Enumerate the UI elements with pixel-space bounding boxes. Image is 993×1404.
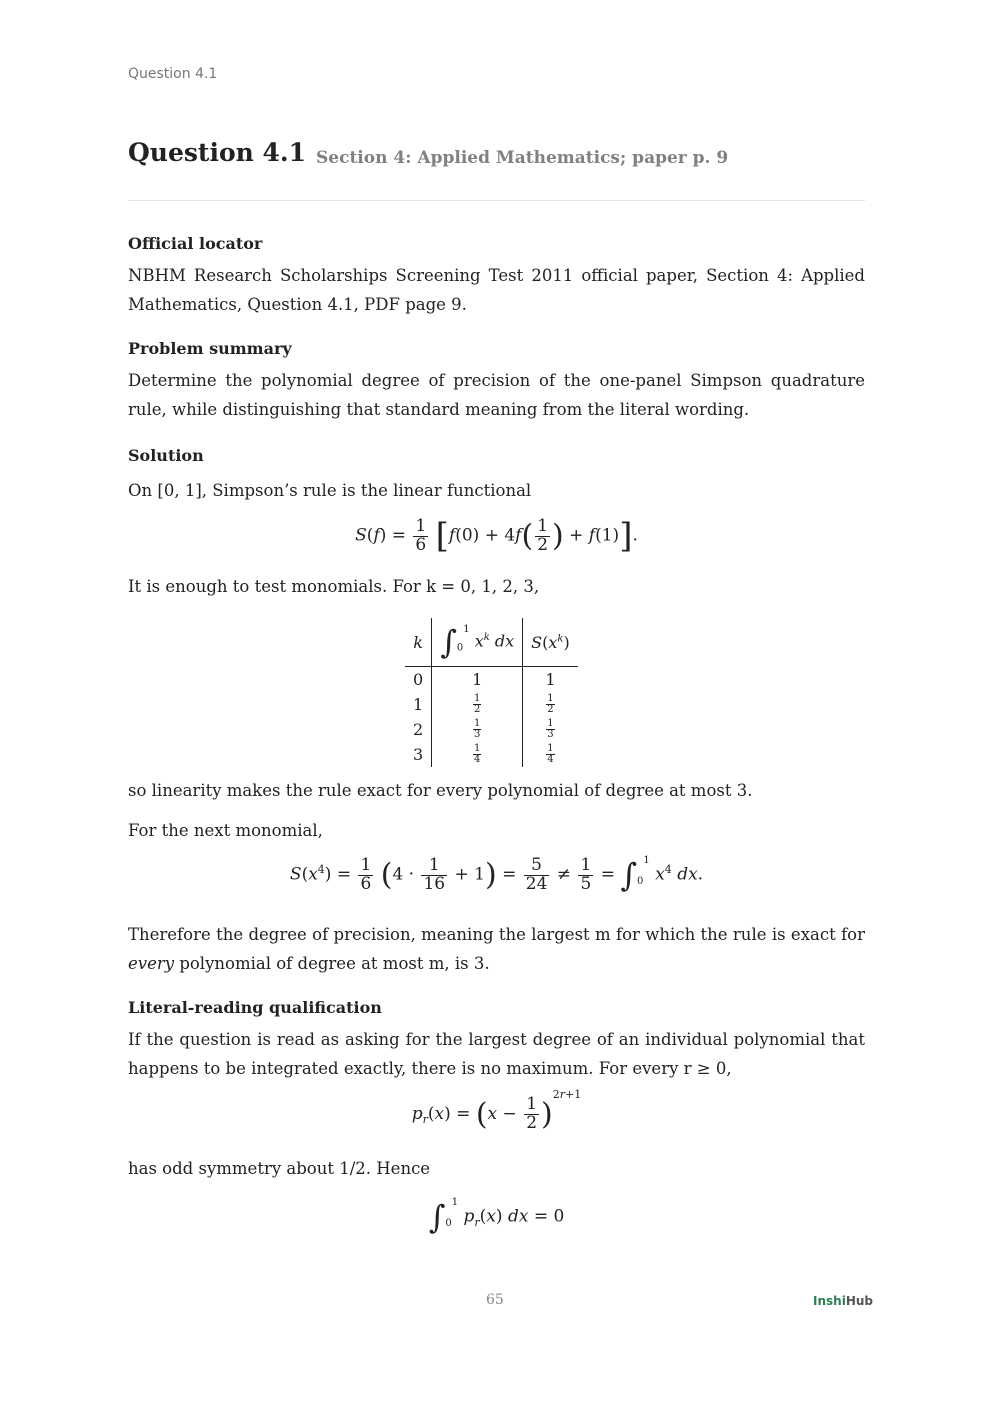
page-title: Question 4.1 — [128, 138, 307, 167]
header-divider — [128, 200, 865, 201]
table-row — [405, 742, 578, 767]
page-subtitle: Section 4: Applied Mathematics; paper p. 9 — [316, 148, 729, 168]
table-cell-simpson: $\frac{1}{3}$ — [547, 717, 554, 740]
literal-text: If the question is read as asking for the largest degree of an individual polynomial that happens to be integrated exactly, there is no maximum. For every r ≥ 0, — [128, 1030, 865, 1078]
running-head: Question 4.1 — [128, 66, 218, 82]
x4-equation: $S(x^4)$ = $\frac{1}{6}$ (4 · $\frac{1}{16}$ + 1) = $\frac{5}{24}$ ≠ $\frac{1}{5}$ = $\int_0^1$ $x^4$ dx. — [289, 854, 704, 894]
brand-logo — [813, 1294, 873, 1308]
monomial-table — [405, 618, 578, 767]
brand-logo-part-b: Hub — [845, 1294, 873, 1308]
table-header-simpson: $S(x^k)$ — [523, 618, 578, 667]
table-header-k: k — [405, 618, 432, 667]
next-monomial-line: For the next monomial, — [128, 821, 323, 840]
table-cell-integral: 1 — [432, 667, 523, 693]
symmetry-line: has odd symmetry about 1/2. Hence — [128, 1159, 431, 1178]
conclusion-part-a: Therefore the degree of precision, meaning the largest m for which the rule is exact for — [128, 925, 865, 944]
table-cell-k: 3 — [405, 742, 432, 767]
summary-heading: Problem summary — [128, 339, 292, 358]
table-cell-simpson: 1 — [545, 670, 556, 689]
table-cell-integral: $\frac{1}{4}$ — [432, 742, 523, 767]
solution-heading: Solution — [128, 446, 204, 465]
summary-text: Determine the polynomial degree of precision of the one-panel Simpson quadrature rule, while distinguishing that standard meaning from the literal wording. — [128, 371, 865, 419]
locator-text: NBHM Research Scholarships Screening Test 2011 official paper, Section 4: Applied Mathematics, Question 4.1, PDF page 9. — [128, 266, 865, 314]
table-row — [405, 692, 578, 717]
linearity-line: so linearity makes the rule exact for every polynomial of degree at most 3. — [128, 781, 753, 800]
table-cell-simpson: $\frac{1}{4}$ — [547, 742, 554, 765]
table-header-row — [405, 618, 578, 667]
table-cell-k: 0 — [405, 667, 432, 693]
table-header-integral: $\int_0^1$ $x^k$ dx — [432, 618, 523, 667]
conclusion-part-b: polynomial of degree at most m, is 3. — [179, 954, 490, 973]
page-number: 65 — [486, 1292, 504, 1308]
table-cell-k: 1 — [405, 692, 432, 717]
pr-definition-equation: $p_r(x) = (x$ − $\frac{1}{2}$ )$^{2r+1}$ — [411, 1088, 582, 1133]
conclusion-text — [128, 920, 865, 978]
conclusion-emphasis: every — [128, 954, 175, 973]
simpson-rule-equation: S(f) = $\frac{1}{6}$ [f(0) + 4f( $\frac{1}{2}$ ) + f(1)]. — [355, 515, 638, 556]
table-cell-integral: $\frac{1}{2}$ — [432, 692, 523, 717]
table-cell-k: 2 — [405, 717, 432, 742]
solution-intro: On [0, 1], Simpson’s rule is the linear functional — [128, 481, 532, 500]
locator-heading: Official locator — [128, 234, 263, 253]
table-cell-integral: $\frac{1}{3}$ — [432, 717, 523, 742]
table-row — [405, 667, 578, 693]
literal-heading: Literal-reading qualification — [128, 998, 382, 1017]
monomial-test-line: It is enough to test monomials. For k = 0, 1, 2, 3, — [128, 577, 540, 596]
zero-integral-equation: $\int_0^1$ $p_r(x)$ dx = 0 — [428, 1196, 565, 1236]
table-row — [405, 717, 578, 742]
brand-logo-part-a: Inshi — [813, 1294, 846, 1308]
table-cell-simpson: $\frac{1}{2}$ — [547, 692, 554, 715]
